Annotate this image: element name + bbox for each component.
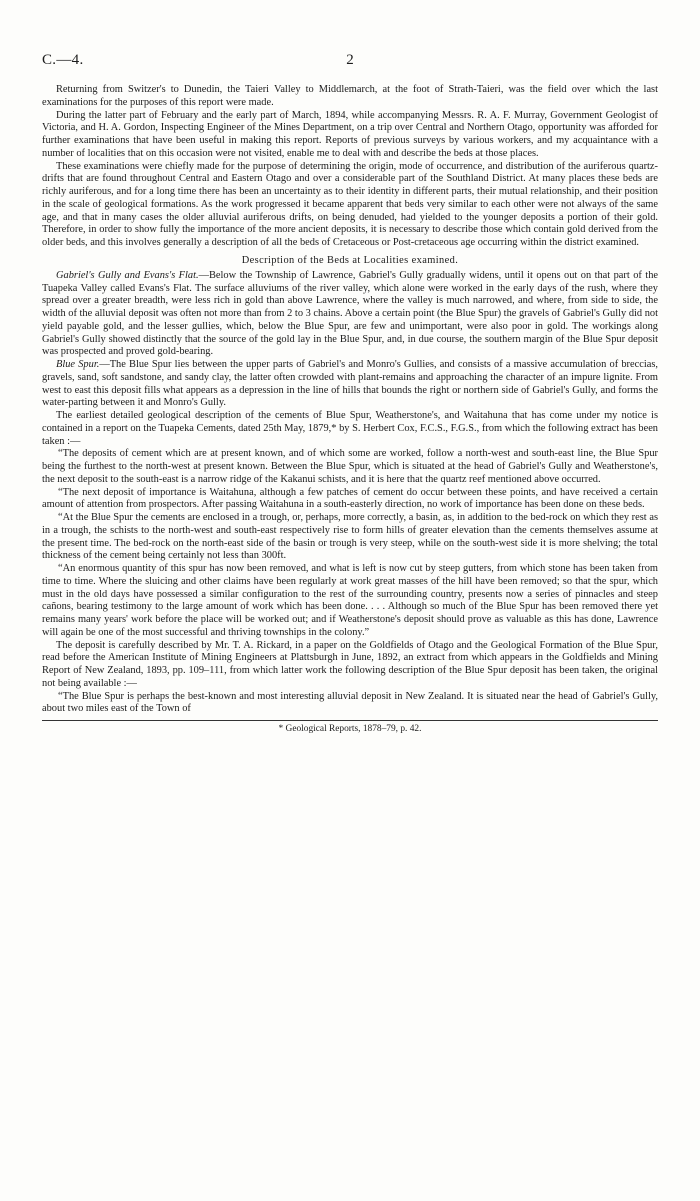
paragraph: During the latter part of February and the early part of March, 1894, while accompanying Messrs. R. A. F. Murray, Government Geologist of Victoria, and H. A. Gordon, Inspecting Engineer of the Mines Department, on a trip over Central and Northern Otago, opportunity was afforded for further examinations that have been useful in making this report. Reports of previous surveys by various workers, and my acquaintance with a number of localities that on this occasion were not visited, enable me to deal with and describe the beds at those places. — [42, 109, 658, 159]
footnote: * Geological Reports, 1878–79, p. 42. — [278, 724, 422, 734]
quote-paragraph: “At the Blue Spur the cements are enclosed in a trough, or, perhaps, more correctly, a basin, as, in addition to the bed-rock on which they rest as in a trough, the schists to the north-west and south-east respectively rise to form hills of greater elevation than the cements themselves assume at the present time. The bed-rock on the north-east side of the basin or trough is very steep, while on the south-west side it is more shelving; the total thickness of the cement being certainly not less than 300ft. — [42, 512, 658, 562]
quote-paragraph: “The deposits of cement which are at present known, and of which some are worked, follow a north-west and south-east line, the Blue Spur being the furthest to the north-west at present known. Between the Blue Spur, which is situated at the head of Gabriel's Gully and Weatherstone's, the next deposit to the south-east is a narrow ridge of the Kakanui schists, and it is here that the quartz reef mentioned above occurred. — [42, 448, 658, 485]
report-reference: C.—4. — [42, 52, 84, 68]
paragraph: Returning from Switzer's to Dunedin, the Taieri Valley to Middlemarch, at the foot of Strath-Taieri, was the field over which the last examinations for the purposes of this report were made. — [42, 84, 658, 108]
paragraph-text: —The Blue Spur lies between the upper parts of Gabriel's and Monro's Gullies, and consists of a massive accumulation of breccias, gravels, sand, soft sandstone, and sandy clay, the latter often crowded with plant-remains and approaching the character of an impure lignite. From west to east this deposit fills what appears as a depression in the line of hills that bounds the right or northern side of Gabriel's Gully, and forms the water-parting between it and Monro's Gully. — [42, 359, 658, 409]
paragraph-gabriels-gully — [42, 270, 658, 359]
paragraph: These examinations were chiefly made for the purpose of determining the origin, mode of occurrence, and distribution of the auriferous quartz-drifts that are found throughout Central and Eastern Otago and over a considerable part of the Southland District. At many places these beds are richly auriferous, and for a long time there has been an uncertainty as to their identity in different parts, their mutual relationship, and their position in the scale of geological formations. As the work progressed it became apparent that beds very similar to each other were not always of the same age, and that in many cases the older alluvial auriferous drifts, on being denuded, had yielded to the younger deposits a portion of their gold. Therefore, in order to show fully the importance of the more ancient deposits, it is necessary to describe those which contain gold derived from the older beds, and this involves generally a description of all the beds of Cretaceous or Post-cretaceous age occurring within the district examined. — [42, 160, 658, 248]
section-heading — [42, 254, 658, 267]
paragraph-title: Gabriel's Gully and Evans's Flat. — [56, 269, 199, 281]
quote-paragraph: “An enormous quantity of this spur has now been removed, and what is left is now cut by steep gutters, from which stone has been taken from time to time. Where the sluicing and other claims have been regularly at work great masses of the hill have been removed; so that the spur, which must in the old days have possessed a similar configuration to the rest of the surrounding country, presents now a series of pinnacles and steep cañons, bearing testimony to the large amount of work which has been done. . . . Although so much of the Blue Spur has been removed there yet remains many years' work before the place will be worked out; and if Weatherstone's deposit should prove as valuable as this has done, Lawrence will again be one of the most successful and thriving townships in the colony.” — [42, 563, 658, 638]
paragraph-title: Blue Spur. — [56, 359, 100, 370]
section-heading-text: Description of the Beds at Localities examined. — [241, 254, 459, 266]
page-header — [42, 52, 658, 84]
page-number: 2 — [346, 52, 354, 68]
quote-paragraph: “The Blue Spur is perhaps the best-known and most interesting alluvial deposit in New Zealand. It is situated near the head of Gabriel's Gully, about two miles east of the Town of — [42, 690, 658, 715]
paragraph: The earliest detailed geological description of the cements of Blue Spur, Weatherstone's, and Waitahuna that has come under my notice is contained in a report on the Tuapeka Cements, dated 25th May, 1879,* by S. Herbert Cox, F.C.S., F.G.S., from which the following extract has been taken :— — [42, 410, 658, 447]
paragraph-text: —Below the Township of Lawrence, Gabriel's Gully gradually widens, until it opens out on that part of the Tuapeka Valley called Evans's Flat. The surface alluviums of the river valley, which alone were worked in the early days of the rush, where they spread over a greater breadth, were less rich in gold than above Lawrence, where the valley is much narrowed, and where, from side to side, the width of the alluvial deposit was often not more than from 2 to 3 chains. Above a certain point (the Blue Spur) the gravels of Gabriel's Gully did not yield payable gold, and the lesser gullies, which, below the Blue Spur, are few and unimportant, were also poor in gold. The workings along Gabriel's Gully showed distinctly that the source of the gold lay in the Blue Spur, and, in due course, the southern margin of the Blue Spur deposit was prospected and proved gold-bearing. — [42, 269, 659, 358]
quote-paragraph: “The next deposit of importance is Waitahuna, although a few patches of cement do occur between these points, and have received a certain amount of attention from prospectors. After passing Waitahuna in a south-easterly direction, no work of importance has been done on these beds. — [42, 486, 658, 511]
paragraph-blue-spur — [42, 359, 658, 410]
paragraph: The deposit is carefully described by Mr. T. A. Rickard, in a paper on the Goldfields of Otago and the Geological Formation of the Blue Spur, read before the American Institute of Mining Engineers at Plattsburgh in June, 1892, an extract from which appears in the Goldfields and Mining Report of New Zealand, 1893, pp. 109–111, from which latter work the following description of the Blue Spur deposit has been taken, the original not being available :— — [42, 639, 658, 689]
page-body — [42, 84, 658, 716]
footnote-divider — [42, 720, 658, 721]
